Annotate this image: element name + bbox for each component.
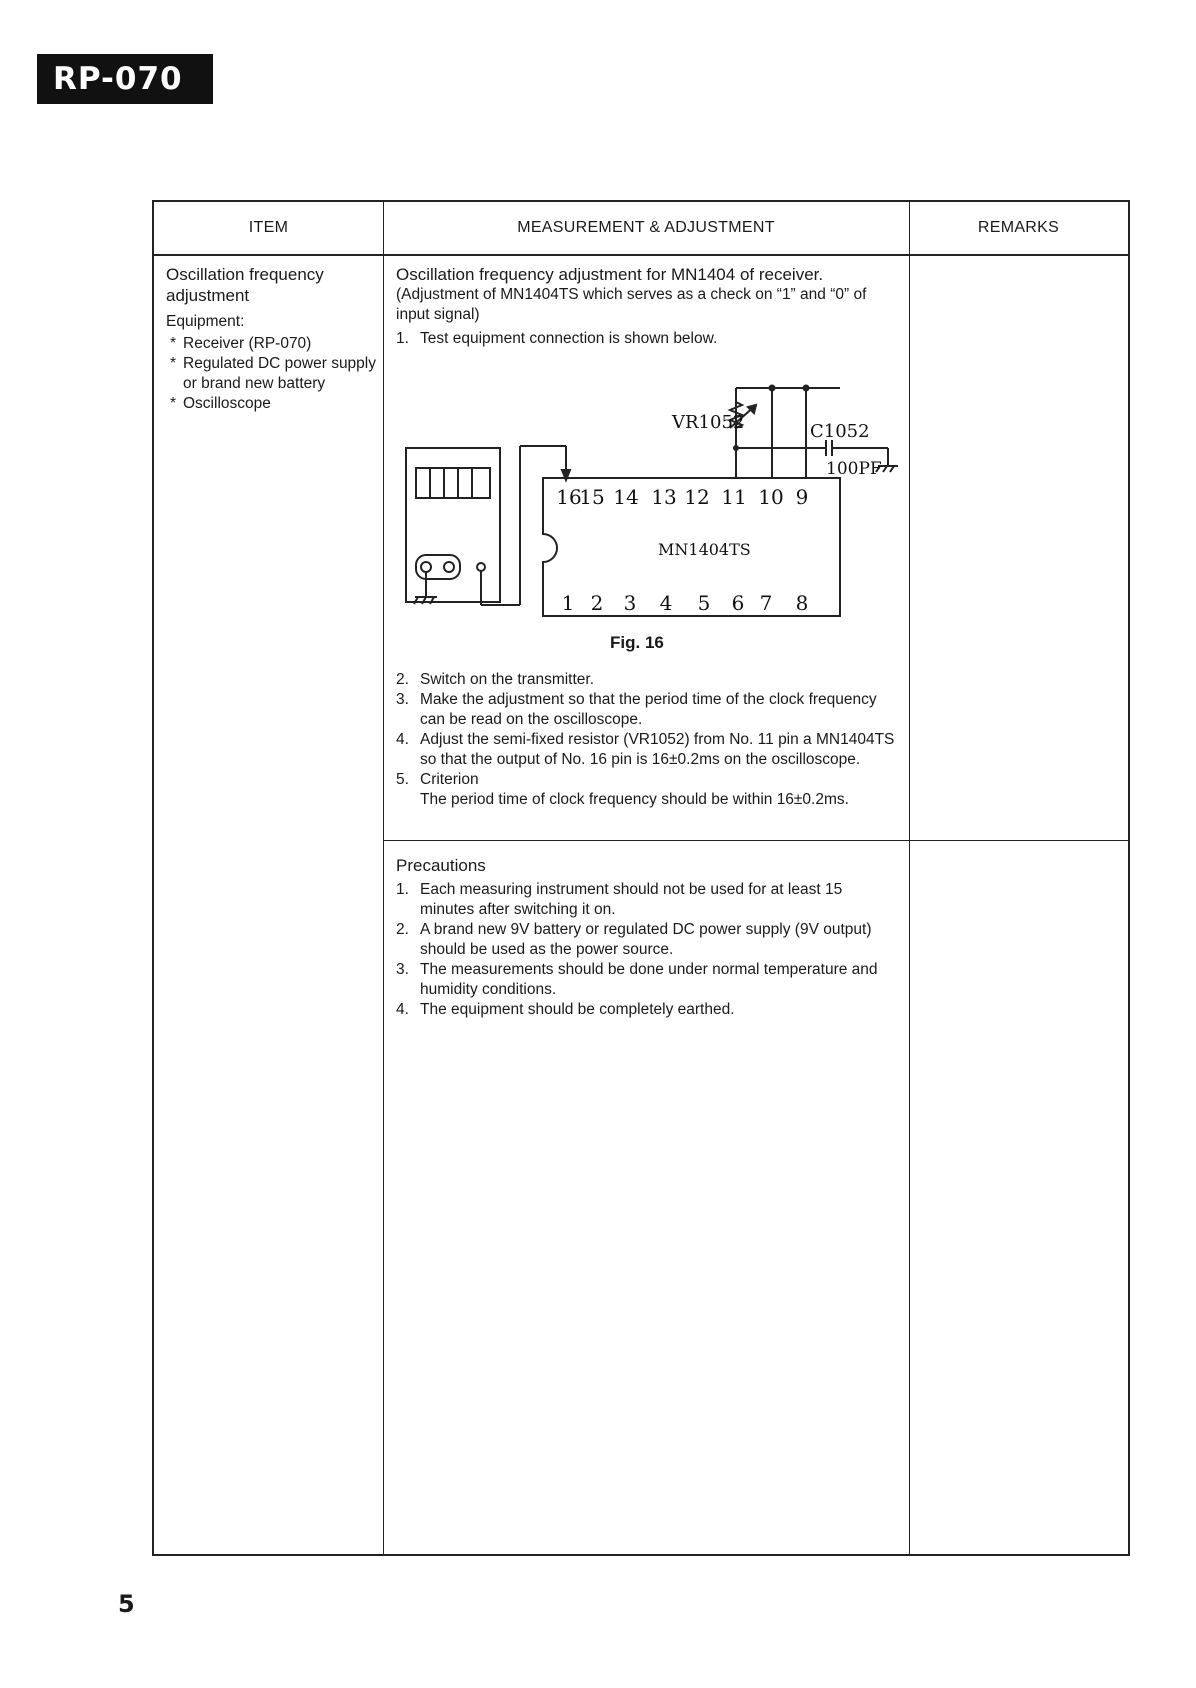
pin-label: 11 xyxy=(721,485,747,509)
pin-label: 16 xyxy=(556,485,582,509)
list-text: Each measuring instrument should not be used for at least 15 minutes after switching it on. xyxy=(420,881,843,918)
list-item: * Regulated DC power supply or brand new battery xyxy=(166,354,376,394)
list-number: 2. xyxy=(396,921,409,938)
measurement-note: (Adjustment of MN1404TS which serves as a check on “1” and “0” of input signal) xyxy=(396,286,867,323)
list-number: 4. xyxy=(396,1001,409,1018)
capacitor-label: C1052 xyxy=(810,421,870,442)
pin-label: 12 xyxy=(684,485,710,509)
list-item: * Receiver (RP-070) xyxy=(166,334,376,354)
list-text: Criterion The period time of clock frequency should be within 16±0.2ms. xyxy=(420,771,849,808)
list-text: A brand new 9V battery or regulated DC power supply (9V output) should be used as the power source. xyxy=(420,921,872,958)
pin-label: 14 xyxy=(613,485,639,509)
model-tag: RP-070 xyxy=(37,54,213,104)
list-number: 2. xyxy=(396,671,409,688)
list-item: 1. Test equipment connection is shown below. xyxy=(396,330,718,347)
pin-label: 3 xyxy=(623,591,637,615)
pin-label: 7 xyxy=(759,591,773,615)
equipment-label: Equipment: xyxy=(166,313,245,330)
resistor-label: VR1052 xyxy=(672,412,745,433)
capacitor-value: 100PF xyxy=(826,459,882,479)
list-text: The measurements should be done under normal temperature and humidity conditions. xyxy=(420,961,878,998)
figure-caption: Fig. 16 xyxy=(610,633,664,652)
list-text: Make the adjustment so that the period time of the clock frequency can be read on the oscilloscope. xyxy=(420,691,877,728)
list-number: 4. xyxy=(396,731,409,748)
pin-label: 10 xyxy=(758,485,784,509)
list-number: 5. xyxy=(396,771,409,788)
pin-label: 4 xyxy=(659,591,673,615)
measurement-lead: Oscillation frequency adjustment for MN1404 of receiver. xyxy=(396,265,824,284)
list-number: 3. xyxy=(396,691,409,708)
list-text: The equipment should be completely earthed. xyxy=(420,1001,735,1018)
ic-label: MN1404TS xyxy=(658,540,751,559)
header-item: ITEM xyxy=(248,219,289,236)
precautions-title: Precautions xyxy=(396,856,486,875)
list-text: Adjust the semi-fixed resistor (VR1052) from No. 11 pin a MN1404TS so that the output of No. 16 pin is 16±0.2ms on the oscilloscope. xyxy=(420,731,895,768)
list-number: 3. xyxy=(396,961,409,978)
oscilloscope-screen xyxy=(416,468,490,498)
pin-label: 9 xyxy=(795,485,809,509)
header-remarks: REMARKS xyxy=(977,219,1060,236)
pin-label: 5 xyxy=(697,591,711,615)
list-item: * Oscilloscope xyxy=(166,394,376,414)
page-number: 5 xyxy=(118,1590,135,1618)
pin-label: 8 xyxy=(795,591,809,615)
item-title: Oscillation frequency adjustment xyxy=(166,265,324,305)
pin-label: 2 xyxy=(590,591,604,615)
list-number: 1. xyxy=(396,881,409,898)
list-text: Switch on the transmitter. xyxy=(420,671,595,688)
header-measurement: MEASUREMENT & ADJUSTMENT xyxy=(517,219,775,236)
pin-label: 13 xyxy=(651,485,677,509)
pin-label: 15 xyxy=(579,485,605,509)
pin-label: 1 xyxy=(561,591,575,615)
pin-label: 6 xyxy=(731,591,745,615)
